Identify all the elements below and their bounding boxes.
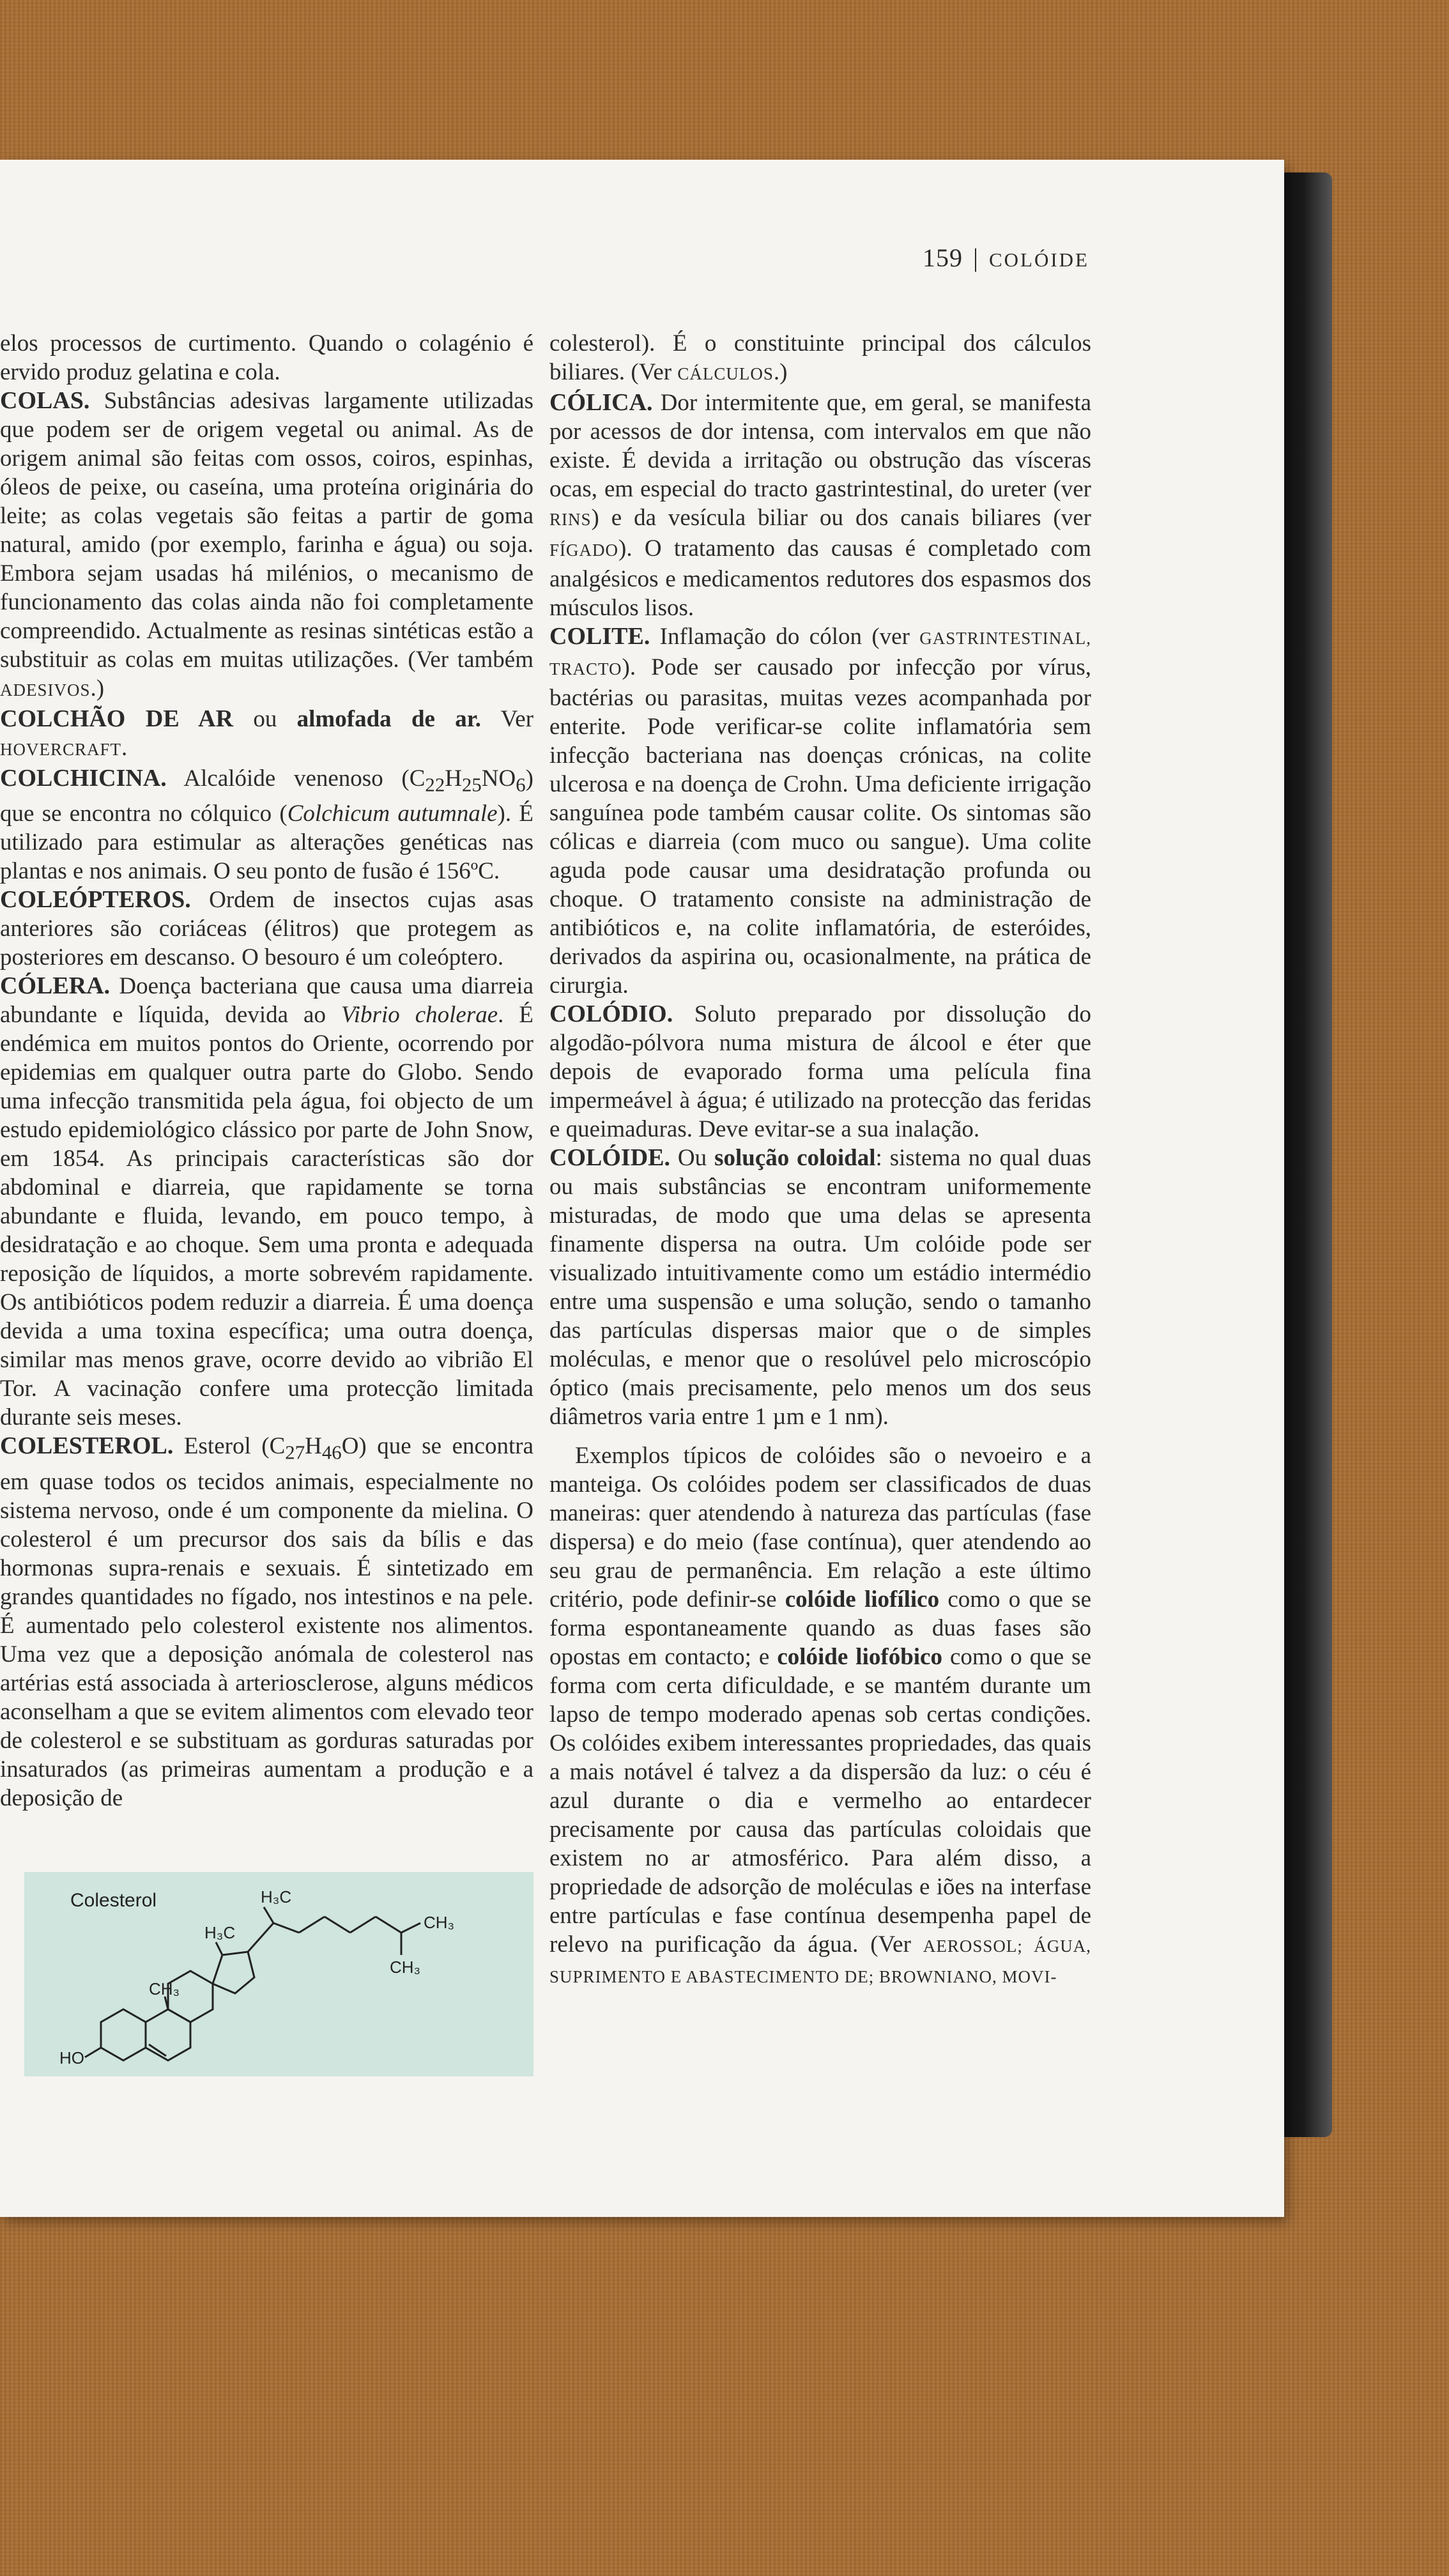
entry-text: como o que se forma com certa dificuldade, e se mantém durante um lapso de tempo moderado apenas sob certas condições. Os colóides exibem interessantes propriedades, das quais a mais notável é talvez a da dispersão da luz: o céu é azul durante o dia e vermelho ao entardecer precisamente por causa das partículas coloidais que existem no ar atmosférico. Para além disso, a propriedade de adsorção de moléculas e iões na interfase entre partículas e fase contínua desempenha papel de relevo na purificação da água. (Ver bbox=[549, 1644, 1091, 1958]
cholesterol-figure bbox=[24, 1872, 533, 2076]
bold-term: almofada de ar. bbox=[296, 706, 482, 732]
entry-text: ou bbox=[233, 706, 297, 732]
formula-subscript: 22 bbox=[425, 774, 445, 796]
dictionary-entry bbox=[0, 387, 533, 705]
label-ch3-right-1: CH₃ bbox=[424, 1913, 455, 1932]
entry-text: H bbox=[305, 1433, 322, 1460]
page-number: 159 bbox=[922, 243, 963, 272]
entry-text: ). Pode ser causado por infecção por vírus, bactérias ou parasitas, muitas vezes acompanhada por enterite. Pode verificar-se colite inflamatória sem infecção bacteriana nas doenças crónicas, na colite ulcerosa e na doença de Crohn. Uma deficiente irrigação sanguínea pode também causar colite. Os sintomas são cólicas e diarreia (com muco ou sangue). Uma colite aguda pode causar uma desidratação profunda ou choque. O tratamento consiste na administração de antibióticos e, na colite inflamatória, de esteróides, derivados da aspirina ou, ocasionalmente, na prática de cirurgia. bbox=[549, 654, 1091, 999]
entry-text: : sistema no qual duas ou mais substâncias se encontram uniformemente misturadas, de modo que uma delas se apresenta finamente dispersa na outra. Um colóide pode ser visualizado intuitivamente como um estádio intermédio entre uma suspensão e uma solução, sendo o tamanho das partículas dispersas maior que o de simples moléculas, e menor que o resolúvel pelo microscópio óptico (mais precisamente, pelo menos um dos seus diâmetros varia entre 1 µm e 1 nm). bbox=[549, 1145, 1091, 1430]
entry-text: Exemplos típicos de colóides são o nevoeiro e a manteiga. Os colóides podem ser classificados de duas maneiras: quer atendendo à natureza das partículas (fase dispersa) e do meio (fase contínua), quer atendendo ao seu grau de permanência. Em relação a este último critério, pode definir-se bbox=[549, 1443, 1091, 1613]
cross-reference: ADESIVOS bbox=[0, 680, 91, 700]
entry-headword: CÓLERA. bbox=[0, 972, 111, 1000]
left-column bbox=[0, 329, 533, 1813]
entry-text: NO bbox=[481, 765, 516, 792]
dictionary-entry bbox=[549, 388, 1091, 622]
entry-text: ). É utilizado para estimular as alterações genéticas nas plantas e nos animais. O seu ponto de fusão é 156ºC. bbox=[0, 801, 533, 885]
entry-text: ) que se encontra no cólquico ( bbox=[0, 765, 533, 827]
dictionary-entry bbox=[549, 1000, 1091, 1144]
cross-reference: HOVERCRAFT bbox=[0, 740, 122, 759]
bold-term: solução coloidal bbox=[714, 1145, 876, 1171]
dictionary-entry bbox=[549, 1441, 1091, 1991]
entry-headword: CÓLICA. bbox=[549, 389, 653, 416]
dictionary-entry bbox=[0, 972, 533, 1432]
entry-text: como o que se forma espontaneamente quando as duas fases são opostas em contacto; e bbox=[549, 1586, 1092, 1670]
entry-text: Ou bbox=[670, 1145, 715, 1171]
label-ho: HO bbox=[59, 2048, 84, 2067]
entry-headword: COLEÓPTEROS. bbox=[0, 886, 191, 914]
entry-headword: COLÓIDE. bbox=[549, 1144, 670, 1171]
dictionary-entry bbox=[0, 329, 533, 387]
dictionary-entry bbox=[0, 1432, 533, 1812]
dictionary-entry bbox=[0, 885, 533, 972]
formula-subscript: 25 bbox=[461, 774, 482, 796]
entry-text: .) bbox=[773, 359, 788, 385]
entry-text: ) e da vesícula biliar ou dos canais biliares (ver bbox=[591, 505, 1091, 531]
entry-text: ). O tratamento das causas é completado com analgésicos e medicamentos redutores dos espasmos dos músculos lisos. bbox=[549, 535, 1091, 621]
dictionary-entry bbox=[549, 1144, 1091, 1431]
entry-text: Alcalóide venenoso (C bbox=[166, 765, 425, 792]
cholesterol-structure-diagram bbox=[24, 1872, 533, 2076]
running-header bbox=[923, 243, 1089, 273]
formula-subscript: 27 bbox=[285, 1441, 305, 1464]
formula-subscript: 6 bbox=[516, 774, 526, 796]
label-ch3-ring: CH₃ bbox=[149, 1979, 180, 1998]
entry-text: .) bbox=[90, 675, 105, 702]
entry-headword: COLAS. bbox=[0, 387, 90, 414]
entry-headword: COLCHICINA. bbox=[0, 765, 167, 792]
label-ch3-right-2: CH₃ bbox=[390, 1958, 421, 1977]
entry-text: . É endémica em muitos pontos do Oriente, ocorrendo por epidemias em qualquer outra parte do Globo. Sendo uma infecção transmitida pela água, foi objecto de um estudo epidemiológico clássico por parte de John Snow, em 1854. As principais características são dor abdominal e diarreia, que rapidamente se torna abundante e fluida, levando, em pouco tempo, à desidratação e ao choque. Sem uma pronta e adequada reposição de líquidos, a morte sobrevém rapidamente. Os antibióticos podem reduzir a diarreia. É uma doença devida a uma toxina específica; uma outra doença, similar mas menos grave, ocorre devido ao vibrião El Tor. A vacinação confere uma protecção limitada durante seis meses. bbox=[0, 1002, 534, 1431]
book-page bbox=[0, 160, 1284, 2217]
cross-reference: GASTRINTESTINAL, TRACTO bbox=[549, 629, 1091, 678]
header-separator: | bbox=[972, 243, 979, 272]
right-column bbox=[549, 329, 1091, 1991]
entry-text: . bbox=[121, 735, 128, 761]
entry-text: Ordem de insectos cujas asas anteriores são coriáceas (élitros) que protegem as posteriores em descanso. O besouro é um coleóptero. bbox=[0, 887, 533, 971]
entry-headword: COLÓDIO. bbox=[549, 1000, 673, 1027]
dictionary-entry bbox=[549, 622, 1091, 1000]
cross-reference: FÍGADO bbox=[549, 540, 619, 560]
formula-subscript: 46 bbox=[321, 1441, 342, 1464]
entry-text: Inflamação do cólon (ver bbox=[650, 624, 920, 650]
entry-headword: COLITE. bbox=[549, 623, 650, 650]
italic-term: Vibrio cholerae bbox=[341, 1002, 498, 1029]
dictionary-entry bbox=[0, 705, 533, 764]
cross-reference: CÁLCULOS bbox=[677, 364, 774, 383]
entry-text: Esterol (C bbox=[173, 1433, 286, 1460]
entry-text: colesterol). É o constituinte principal dos cálculos biliares. (Ver bbox=[549, 330, 1091, 385]
dictionary-entry bbox=[549, 329, 1091, 388]
header-section: COLÓIDE bbox=[988, 249, 1089, 271]
cross-reference: AEROSSOL; ÁGUA, SUPRIMENTO E ABASTECIMENTO DE; BROWNIANO, MOVI- bbox=[549, 1936, 1091, 1986]
entry-text: O) que se encontra em quase todos os tecidos animais, especialmente no sistema nervoso, onde é um componente da mielina. O colesterol é um precursor dos sais da bílis e das hormonas supra-renais e sexuais. É sintetizado em grandes quantidades no fígado, nos intestinos e na pele. É aumentado pelo colesterol existente nos alimentos. Uma vez que a deposição anómala de colesterol nas artérias está associada à arteriosclerose, alguns médicos aconselham a que se evitem alimentos com elevado teor de colesterol e se substituam as gorduras saturadas por insaturados (as primeiras aumentam a produção e a deposição de bbox=[0, 1433, 534, 1811]
italic-term: Colchicum autumnale bbox=[287, 801, 498, 827]
entry-text: Soluto preparado por dissolução do algodão-pólvora numa mistura de álcool e éter que depois de evaporado forma uma película fina impermeável à água; é utilizado na protecção das feridas e queimaduras. Deve evitar-se a sua inalação. bbox=[549, 1001, 1091, 1142]
entry-text: elos processos de curtimento. Quando o colagénio é ervido produz gelatina e cola. bbox=[0, 330, 533, 385]
bold-term: colóide liofóbico bbox=[777, 1644, 942, 1670]
label-h3c-mid: H₃C bbox=[204, 1923, 236, 1942]
entry-text: Dor intermitente que, em geral, se manifesta por acessos de dor intensa, com intervalos em que não existe. É devida a irritação ou obstrução das vísceras ocas, em especial do tracto gastrintestinal, do ureter (ver bbox=[549, 390, 1091, 502]
bold-term: colóide liofílico bbox=[785, 1586, 940, 1613]
figure-caption: Colesterol bbox=[70, 1890, 157, 1911]
entry-text: H bbox=[445, 765, 462, 792]
entry-text: Substâncias adesivas largamente utilizadas que podem ser de origem vegetal ou animal. As de origem animal são feitas com ossos, coiros, espinhas, óleos de peixe, ou caseína, uma proteína originária do leite; as colas vegetais são feitas a partir de goma natural, amido (por exemplo, farinha e água) ou soja. Embora sejam usadas há milénios, o mecanismo de funcionamento das colas ainda não foi completamente compreendido. Actualmente as resinas sintéticas estão a substituir as colas em muitas utilizações. (Ver também bbox=[0, 388, 533, 673]
cross-reference: RINS bbox=[549, 510, 592, 529]
entry-text: Doença bacteriana que causa uma diarreia abundante e líquida, devida ao bbox=[0, 973, 533, 1029]
dictionary-entry bbox=[0, 764, 533, 885]
entry-text: Ver bbox=[481, 706, 534, 732]
label-h3c-top: H₃C bbox=[261, 1887, 292, 1906]
entry-headword: COLCHÃO DE AR bbox=[0, 705, 234, 732]
entry-headword: COLESTEROL. bbox=[0, 1432, 174, 1460]
